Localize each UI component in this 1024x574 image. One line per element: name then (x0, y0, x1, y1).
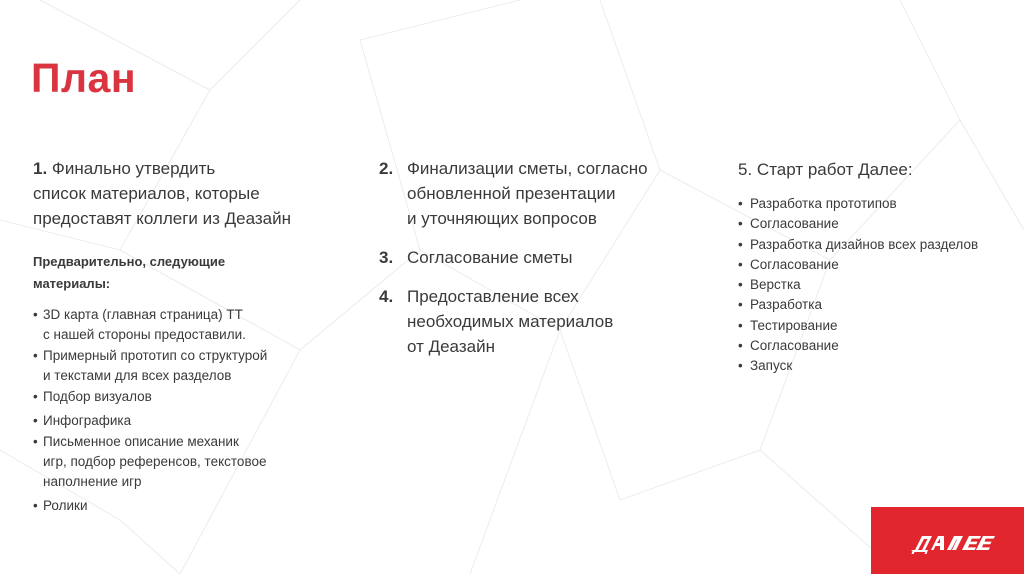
list-item-line: Инфографика (43, 413, 132, 428)
step-5-title: Старт работ Далее: (756, 160, 913, 179)
list-item (33, 432, 343, 492)
list-item-label: Разработка дизайнов всех разделов (750, 236, 979, 252)
list-item-label: Разработка прототипов (750, 196, 897, 211)
list-item (33, 496, 343, 516)
list-item-label: Запуск (750, 358, 793, 374)
step-2-line: обновленной презентации (407, 184, 616, 203)
bullet-icon: • (738, 358, 743, 374)
column-1 (33, 156, 343, 517)
bullet-icon: • (33, 434, 38, 449)
bullet-icon: • (33, 348, 38, 363)
step-4-line: Предоставление всех (407, 287, 579, 306)
list-item-line: 3D карта (главная страница) ТТ (43, 307, 243, 322)
list-item-line: Подбор визуалов (43, 389, 152, 404)
list-item-label: Верстка (750, 277, 801, 293)
bullet-icon: • (33, 498, 38, 513)
list-item-label: Разработка (750, 297, 822, 313)
bullet-icon: • (738, 297, 743, 313)
column-2 (379, 156, 699, 373)
list-item-line: и текстами для всех разделов (43, 368, 232, 383)
list-item (738, 214, 1018, 234)
list-item (33, 305, 343, 345)
list-item (738, 235, 1018, 255)
bullet-icon: • (738, 196, 743, 211)
launch-steps-list (738, 194, 1018, 377)
step-2-line: и уточняющих вопросов (407, 209, 597, 228)
list-item (738, 295, 1018, 315)
dalee-logo (871, 507, 1024, 574)
step-2 (379, 156, 699, 231)
list-item-label: Согласование (750, 216, 839, 232)
step-1-line: Финально утвердить (51, 159, 216, 178)
step-3-line: Согласование сметы (407, 248, 573, 267)
materials-list (33, 305, 343, 516)
step-3-number: 3. (379, 248, 394, 267)
list-item (738, 356, 1018, 376)
list-item (738, 255, 1018, 275)
bullet-icon: • (738, 216, 743, 232)
step-2-number: 2. (379, 159, 394, 178)
list-item-line: с нашей стороны предоставили. (43, 327, 246, 342)
bullet-icon: • (738, 236, 743, 252)
list-item (738, 316, 1018, 336)
list-item-line: Письменное описание механик (43, 434, 239, 449)
list-item-label: Согласование (750, 256, 839, 272)
step-1-line: список материалов, которые (33, 184, 260, 203)
bullet-icon: • (33, 413, 38, 428)
list-item (738, 275, 1018, 295)
materials-subheading-line: материалы: (33, 276, 111, 291)
list-item-label: Согласование (750, 338, 839, 354)
list-item (738, 336, 1018, 356)
bullet-icon: • (738, 256, 743, 272)
list-item (33, 346, 343, 386)
list-item-line: наполнение игр (43, 474, 142, 489)
bullet-icon: • (738, 338, 743, 354)
step-4 (379, 284, 699, 359)
list-item-line: Примерный прототип со структурой (43, 348, 268, 363)
step-4-line: необходимых материалов (407, 312, 614, 331)
materials-subheading-line: Предварительно, следующие (33, 254, 226, 269)
step-5-number: 5. (738, 160, 753, 179)
list-item-label: Тестирование (750, 317, 838, 333)
bullet-icon: • (33, 307, 38, 322)
step-5-heading (738, 158, 1018, 182)
materials-subheading (33, 251, 343, 295)
bullet-icon: • (738, 277, 743, 293)
step-3 (379, 245, 699, 270)
bullet-icon: • (33, 389, 38, 404)
step-1-number: 1. (33, 159, 48, 178)
step-4-line: от Деазайн (407, 337, 495, 356)
brand-logo-box (871, 507, 1024, 574)
list-item (33, 387, 343, 407)
step-1-line: предоставят коллеги из Деазайн (33, 209, 292, 228)
list-item-line: игр, подбор референсов, текстовое (43, 454, 267, 469)
list-item-line: Ролики (43, 498, 88, 513)
step-4-number: 4. (379, 287, 394, 306)
page-title: План (31, 55, 137, 101)
step-2-line: Финализации сметы, согласно (407, 159, 648, 178)
column-3 (738, 158, 1018, 377)
bullet-icon: • (738, 317, 743, 333)
list-item (738, 194, 1018, 214)
step-1-heading (33, 156, 343, 231)
list-item (33, 411, 343, 431)
